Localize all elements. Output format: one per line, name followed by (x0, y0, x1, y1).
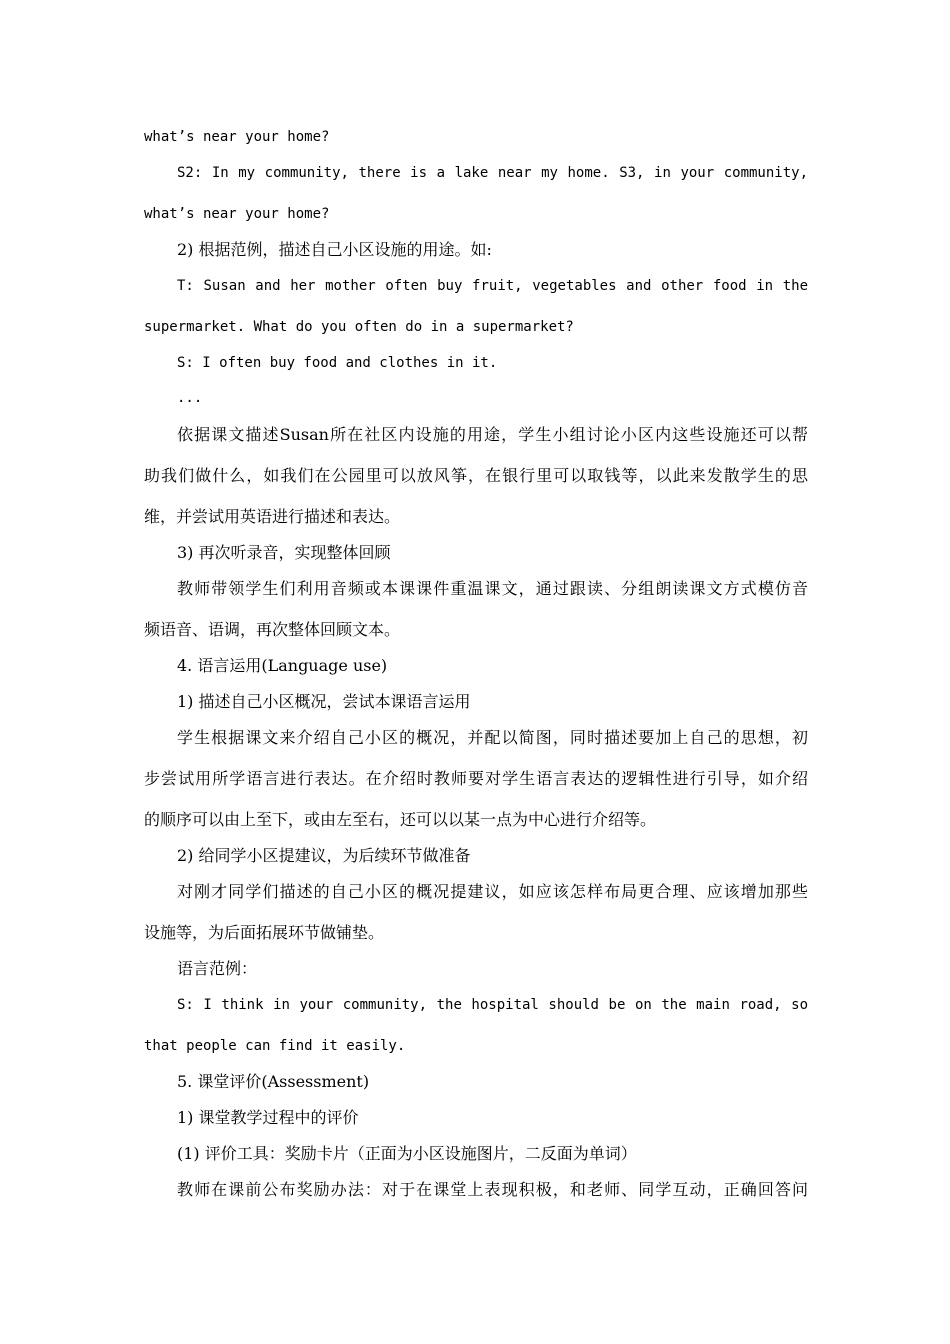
text-line-24: S: I think in your community, the hospital should be on the main road, so (177, 997, 808, 1013)
text-line-28: (1) 评价工具：奖励卡片（正面为小区设施图片，二反面为单词） (177, 1144, 637, 1163)
text-line-20: 2) 给同学小区提建议，为后续环节做准备 (177, 846, 471, 865)
text-line-17: 学生根据课文来介绍自己小区的概况，并配以简图，同时描述要加上自己的思想，初 (177, 728, 808, 747)
text-line-16: 1) 描述自己小区概况，尝试本课语言运用 (177, 692, 471, 711)
text-line-10: 助我们做什么，如我们在公园里可以放风筝，在银行里可以取钱等，以此来发散学生的思 (144, 466, 808, 485)
text-line-19: 的顺序可以由上至下，或由左至右，还可以以某一点为中心进行介绍等。 (144, 810, 657, 829)
text-line-18: 步尝试用所学语言进行表达。在介绍时教师要对学生语言表达的逻辑性进行引导，如介绍 (144, 769, 808, 788)
text-line-13: 教师带领学生们利用音频或本课课件重温课文，通过跟读、分组朗读课文方式模仿音 (177, 579, 808, 598)
text-line-3: what’s near your home? (144, 206, 330, 222)
text-line-22: 设施等，为后面拓展环节做铺垫。 (144, 923, 385, 942)
text-line-7: S: I often buy food and clothes in it. (177, 355, 498, 371)
text-line-29: 教师在课前公布奖励办法：对于在课堂上表现积极，和老师、同学互动，正确回答问 (177, 1180, 808, 1199)
text-line-15: 4. 语言运用(Language use) (177, 656, 388, 675)
text-line-14: 频语音、语调，再次整体回顾文本。 (144, 620, 401, 639)
text-line-5: T: Susan and her mother often buy fruit, vegetables and other food in the (177, 278, 808, 294)
text-line-23: 语言范例： (177, 959, 258, 978)
text-line-21: 对刚才同学们描述的自己小区的概况提建议，如应该怎样布局更合理、应该增加那些 (177, 882, 808, 901)
text-line-1: what’s near your home? (144, 129, 330, 145)
text-line-9: 依据课文描述Susan所在社区内设施的用途，学生小组讨论小区内这些设施还可以帮 (177, 425, 808, 444)
text-line-4: 2) 根据范例，描述自己小区设施的用途。如: (177, 240, 492, 259)
text-line-6: supermarket. What do you often do in a supermarket? (144, 319, 574, 335)
text-line-11: 维，并尝试用英语进行描述和表达。 (144, 507, 401, 526)
text-line-26: 5. 课堂评价(Assessment) (177, 1072, 370, 1091)
text-line-8: ... (177, 390, 203, 406)
text-line-12: 3) 再次听录音，实现整体回顾 (177, 543, 391, 562)
text-line-27: 1) 课堂教学过程中的评价 (177, 1108, 359, 1127)
text-line-25: that people can find it easily. (144, 1038, 406, 1054)
text-line-2: S2: In my community, there is a lake near my home. S3, in your community, (177, 165, 808, 181)
